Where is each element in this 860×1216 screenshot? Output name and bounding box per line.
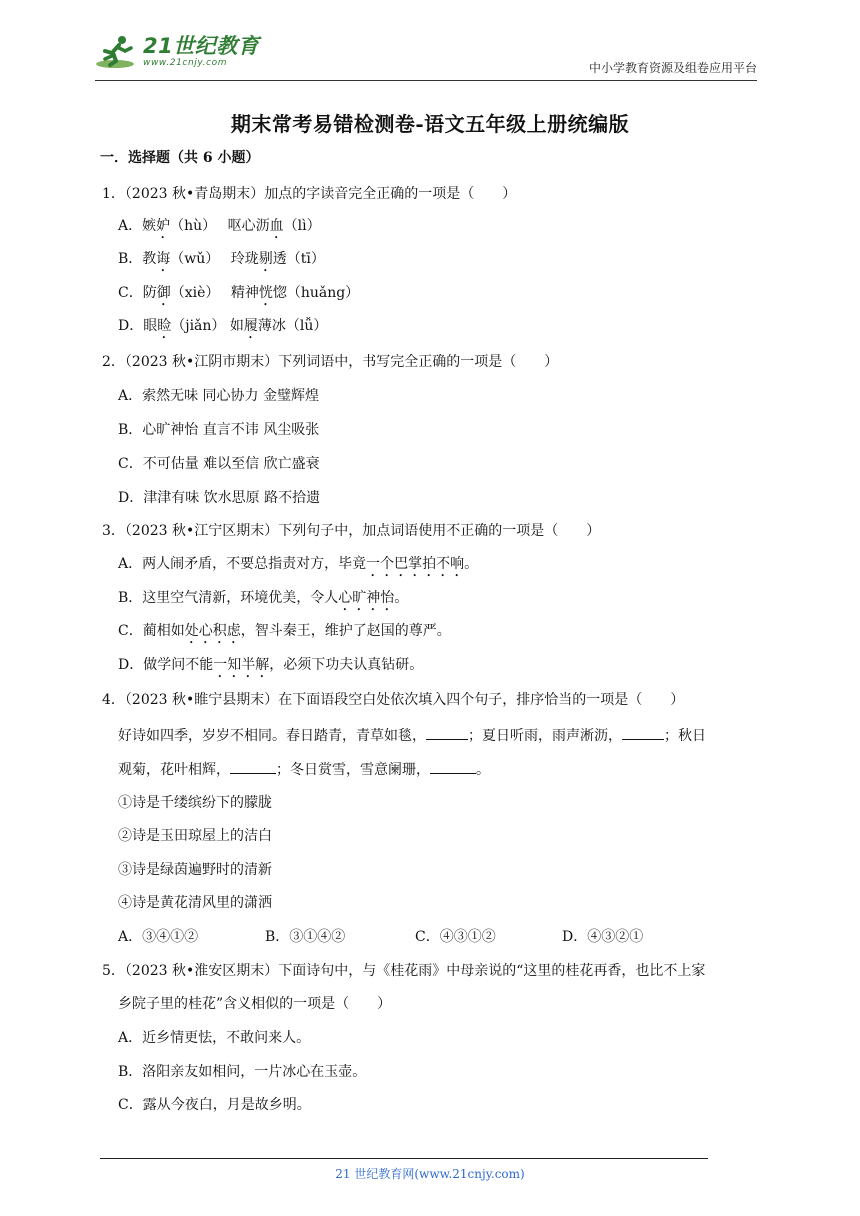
q1-option-c[interactable]: C．防御（xiè） 精神恍惚（huǎng） [118, 285, 360, 301]
q4-option-c[interactable]: C．④③①② [415, 929, 496, 945]
section-heading: 一．选择题（共 6 小题） [100, 150, 260, 166]
q2-option-d[interactable]: D．津津有味 饮水思原 路不拾遗 [118, 490, 321, 506]
fill-blank[interactable] [426, 725, 468, 740]
q4-sentence-3: ③诗是绿茵遍野时的清新 [118, 862, 272, 878]
q4-option-d[interactable]: D．④③②① [562, 929, 644, 945]
question-3-stem: 3．（2023 秋•江宁区期末）下列句子中，加点词语使用不正确的一项是（ ） [102, 523, 601, 539]
question-5-stem-line-1: 5．（2023 秋•淮安区期末）下面诗句中，与《桂花雨》中母亲说的“这里的桂花再香，也比不上家 [102, 963, 706, 979]
q2-option-b[interactable]: B．心旷神怡 直言不讳 风尘吸张 [118, 422, 320, 438]
q2-option-c[interactable]: C．不可估量 难以至信 欣亡盛衰 [118, 456, 320, 472]
q2-option-a[interactable]: A．索然无味 同心协力 金璧辉煌 [118, 388, 320, 404]
q1-option-b[interactable]: B．教诲（wǔ） 玲珑剔透（tī） [118, 251, 325, 267]
q5-option-c[interactable]: C．露从今夜白，月是故乡明。 [118, 1097, 311, 1113]
site-logo[interactable] [95, 34, 259, 74]
question-5-stem-line-2: 乡院子里的桂花”含义相似的一项是（ ） [118, 996, 392, 1012]
platform-name: 中小学教育资源及组卷应用平台 [588, 61, 757, 75]
q3-option-c[interactable]: C．蔺相如处心积虑，智斗秦王，维护了赵国的尊严。 [118, 623, 451, 639]
footer-link[interactable]: 21 世纪教育网(www.21cnjy.com) [335, 1167, 525, 1181]
q3-option-b[interactable]: B．这里空气清新，环境优美，令人心旷神怡。 [118, 590, 409, 606]
q4-option-a[interactable]: A．③④①② [118, 929, 199, 945]
q3-option-a[interactable]: A．两人闹矛盾，不要总指责对方，毕竟一个巴掌拍不响。 [118, 556, 479, 572]
logo-url-text: www.21cnjy.com [143, 58, 228, 68]
q3-option-d[interactable]: D．做学问不能一知半解，必须下功夫认真钻研。 [118, 657, 424, 673]
footer-divider [100, 1158, 708, 1159]
fill-blank[interactable] [622, 725, 664, 740]
fill-blank[interactable] [430, 759, 476, 774]
q4-passage-line-1: 好诗如四季，岁岁不相同。春日踏青，青草如毯， ；夏日听雨，雨声淅沥， ；秋日 [118, 725, 706, 746]
q5-option-a[interactable]: A．近乡情更怯，不敢问来人。 [118, 1030, 311, 1046]
q1-option-d[interactable]: D．眼睑（jiǎn） 如履薄冰（lǚ） [118, 318, 328, 334]
page-header [95, 30, 757, 81]
page-title: 期末常考易错检测卷-语文五年级上册统编版 [230, 112, 630, 136]
question-4-stem: 4．（2023 秋•睢宁县期末）在下面语段空白处依次填入四个句子，排序恰当的一项是（ ） [102, 692, 685, 708]
question-1-stem: 1．（2023 秋•青岛期末）加点的字读音完全正确的一项是（ ） [102, 186, 517, 202]
q4-sentence-2: ②诗是玉田琼屋上的洁白 [118, 828, 272, 844]
q4-passage-line-2: 观菊，花叶相辉， ；冬日赏雪，雪意阑珊， 。 [118, 759, 490, 780]
q4-option-b[interactable]: B．③①④② [265, 929, 346, 945]
q4-sentence-1: ①诗是千缕缤纷下的朦胧 [118, 795, 272, 811]
question-2-stem: 2．（2023 秋•江阴市期末）下列词语中，书写完全正确的一项是（ ） [102, 354, 559, 370]
fill-blank[interactable] [230, 759, 276, 774]
q5-option-b[interactable]: B．洛阳亲友如相问，一片冰心在玉壶。 [118, 1064, 367, 1080]
q1-option-a[interactable]: A．嫉妒（hù） 呕心沥血（lì） [118, 218, 321, 234]
q4-sentence-4: ④诗是黄花清风里的潇洒 [118, 895, 272, 911]
logo-main-text: 21世纪教育 [143, 34, 260, 58]
runner-logo-icon [95, 34, 139, 74]
